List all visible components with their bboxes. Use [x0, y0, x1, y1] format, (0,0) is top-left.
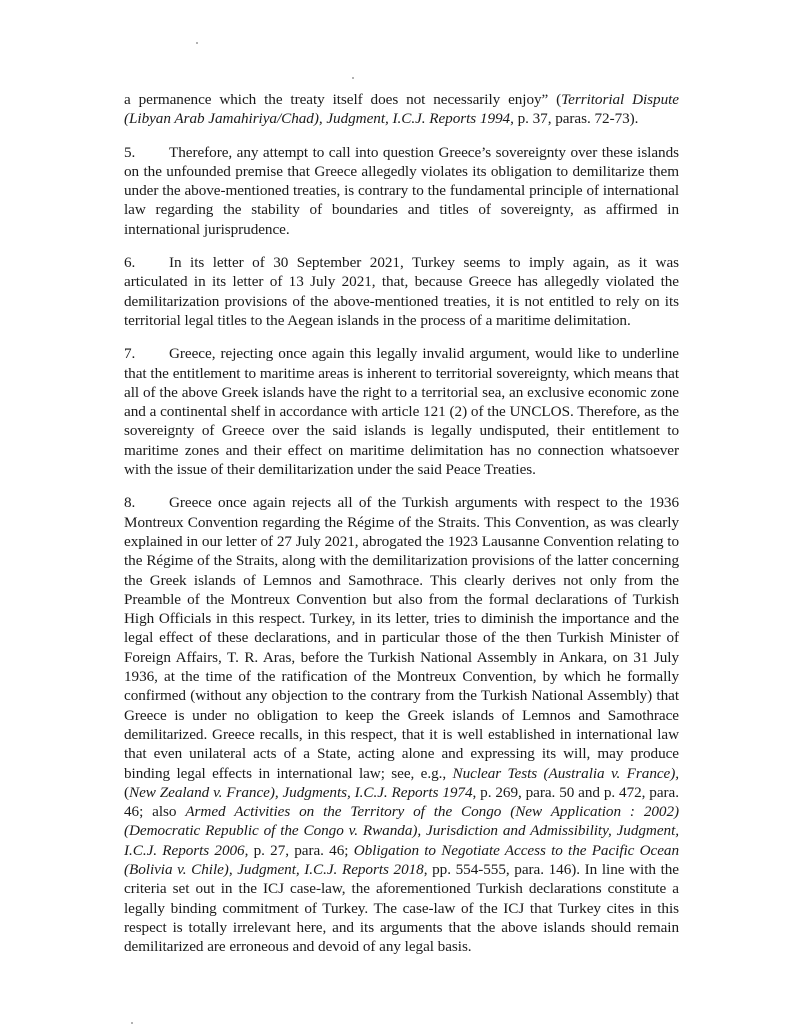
paragraph-text: In its letter of 30 September 2021, Turkey seems to imply again, as it was articulated in its letter of 13 July 2021, that, because Greece has allegedly violated the demilitarization provisions of the above-mentioned treaties, it is not entitled to rely on its territorial legal titles to the Aegean islands in the process of a maritime delimitation. — [124, 254, 679, 329]
paragraph-5 — [124, 143, 679, 239]
scan-speck — [196, 42, 198, 44]
paragraph-number: 8. — [124, 494, 136, 512]
text-segment: ( — [124, 783, 130, 801]
paragraph-text: Therefore, any attempt to call into question Greece’s sovereignty over these islands on the unfounded premise that Greece allegedly violates its obligation to demilitarize them under the above-mentioned treaties, is contrary to the fundamental principle of international law regarding the stability of boundaries and titles of sovereignty, as affirmed in international jurisprudence. — [124, 143, 679, 238]
paragraph-7 — [124, 344, 679, 479]
text-segment: , p. 27, para. 46; — [244, 841, 354, 859]
paragraph-number: 5. — [124, 143, 136, 161]
text-segment: , p. 269, para. 50 and p. 472, para. 46; also — [124, 783, 679, 821]
text-segment: a permanence which the treaty itself does not necessarily enjoy” ( — [124, 91, 562, 108]
paragraph-number: 6. — [124, 254, 136, 272]
paragraph-text: Greece, rejecting once again this legally invalid argument, would like to underline that the entitlement to maritime areas is inherent to territorial sovereignty, which means that all of the above Greek islands have the right to a territorial sea, an exclusive economic zone and a continental shelf in accordance with article 121 (2) of the UNCLOS. Therefore, as the sovereignty of Greece over the said islands is legally undisputed, their entitlement to maritime zones and their effect on maritime delimitation has no connection whatsoever with the issue of their demilitarization under the said Peace Treaties. — [124, 345, 679, 479]
text-segment: , p. 37, paras. 72-73). — [510, 110, 639, 128]
paragraph-text: Greece once again rejects all of the Turkish arguments with respect to the 1936 Montreux Convention regarding the Régime of the Straits. This Convention, as was clearly explained in our letter of 27 July 2021, abrogated the 1923 Lausanne Convention relating to the Régime of the Straits, along with the demilitarization provisions of the latter concerning the Greek islands of Lemnos and Samothrace. This clearly derives not only from the Preamble of the Montreux Convention but also from the formal declarations of Turkish High Officials in this respect. Turkey, in its letter, tries to diminish the importance and the legal effect of these declarations, and in particular those of the then Turkish Minister of Foreign Affairs, T. R. Aras, before the Turkish National Assembly in Ankara, on 31 July 1936, at the time of the ratification of the Montreux Convention, by which he formally confirmed (without any objection to the contrary from the Turkish National Assembly) that Greece is under no obligation to keep the Greek islands of Lemnos and Samothrace demilitarized. Greece recalls, in this respect, that it is well established in international law that even unilateral acts of a State, acting alone and expressing its will, may produce binding legal effects in international law; see, e.g., — [124, 494, 679, 782]
paragraph-continuation — [124, 90, 679, 129]
text-segment: , pp. 554-555, para. 146). In line with the criteria set out in the ICJ case-law, the aforementioned Turkish declarations constitute a legally binding commitment of Turkey. The case-law of the ICJ that Turkey cites in this respect is totally irrelevant here, and its arguments that the above islands should remain demilitarized are erroneous and devoid of any legal basis. — [124, 860, 679, 956]
paragraph-number: 7. — [124, 345, 136, 363]
paragraph-8 — [124, 493, 679, 956]
citation-italic: Nuclear Tests (Australia v. France), — [452, 764, 679, 782]
paragraph-6 — [124, 253, 679, 330]
document-page — [124, 90, 679, 970]
citation-italic: Obligation to Negotiate Access to the Pacific Ocean (Bolivia v. Chile), Judgment, I.C.J. Reports 2018 — [124, 841, 679, 878]
citation-italic: New Zealand v. France), Judgments, I.C.J. Reports 1974 — [129, 783, 473, 801]
citation-italic: Territorial Dispute (Libyan Arab Jamahiriya/Chad), Judgment, I.C.J. Reports 1994 — [124, 91, 679, 128]
citation-italic: Armed Activities on the Territory of the Congo (New Application : 2002) (Democratic Republic of the Congo v. Rwanda), Jurisdiction and Admissibility, Judgment, I.C.J. Reports 2006 — [124, 803, 679, 859]
scan-speck — [352, 77, 354, 79]
